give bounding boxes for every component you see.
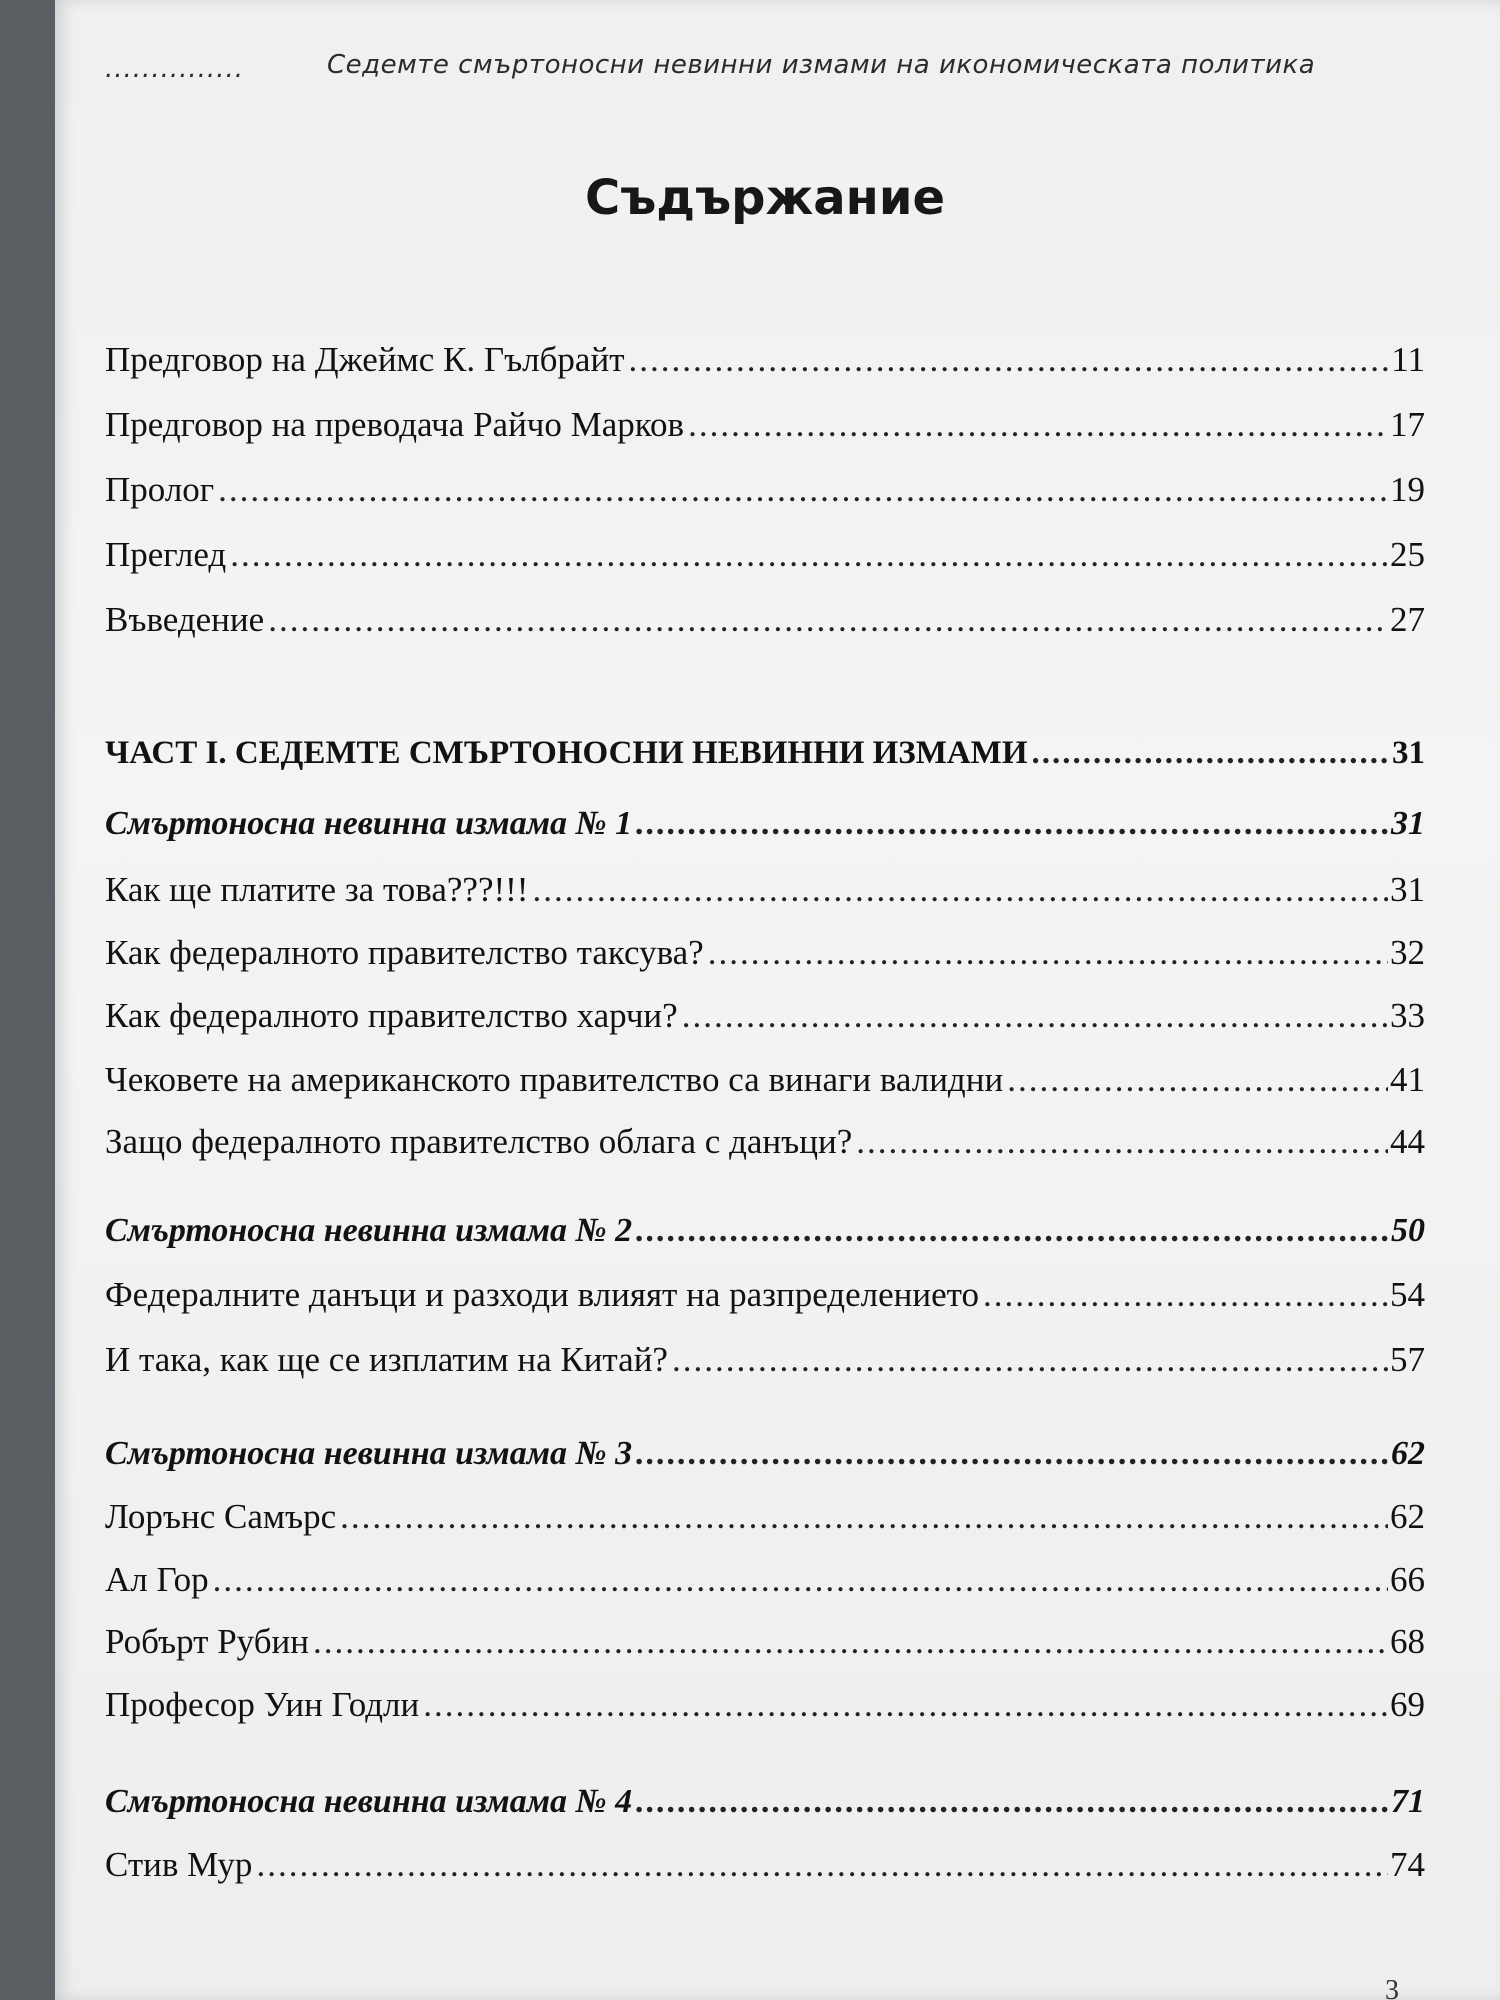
toc-entry-label: Защо федералното правителство облага с данъци? (105, 1122, 853, 1161)
book-page (55, 0, 1500, 2000)
toc-entry (105, 1685, 1425, 1733)
toc-entry (105, 1340, 1425, 1388)
dot-leader (636, 1783, 1389, 1821)
dot-leader (268, 600, 1388, 640)
toc-entry (105, 470, 1425, 518)
toc-section-heading (105, 1435, 1425, 1483)
dot-leader (636, 805, 1389, 843)
toc-section-heading (105, 805, 1425, 853)
toc-entry-page: 44 (1390, 1122, 1425, 1161)
toc-entry-label: Професор Уин Годли (105, 1685, 420, 1724)
dot-leader (1032, 735, 1390, 772)
dot-leader (856, 1122, 1388, 1162)
toc-entry-page: 11 (1391, 340, 1425, 379)
dot-leader (688, 405, 1388, 445)
dot-leader (256, 1845, 1388, 1885)
dot-leader (218, 470, 1388, 510)
toc-entry-label: Стив Мур (105, 1845, 253, 1884)
page-number: 3 (1385, 1975, 1399, 2000)
dot-leader (983, 1275, 1388, 1315)
toc-entry (105, 996, 1425, 1044)
toc-entry-label: Робърт Рубин (105, 1622, 309, 1661)
dot-leader (672, 1340, 1388, 1380)
toc-entry-label: Как федералното правителство харчи? (105, 996, 678, 1035)
toc-entry (105, 340, 1425, 388)
toc-entry-label: Пролог (105, 470, 215, 509)
toc-section-heading (105, 1212, 1425, 1260)
toc-entry-page: 50 (1391, 1212, 1425, 1249)
toc-entry-page: 27 (1390, 600, 1425, 639)
toc-entry (105, 1122, 1425, 1170)
toc-entry (105, 933, 1425, 981)
running-head-title: Седемте смъртоносни невинни измами на икономическата политика (327, 50, 1316, 80)
toc-entry-label: Смъртоносна невинна измама № 1 (105, 805, 633, 842)
toc-entry-label: ЧАСТ I. СЕДЕМТЕ СМЪРТОНОСНИ НЕВИННИ ИЗМАМИ (105, 735, 1028, 771)
toc-entry-page: 41 (1390, 1060, 1425, 1099)
dot-leader (629, 340, 1390, 380)
dot-leader (708, 933, 1388, 973)
dot-leader (230, 535, 1388, 575)
toc-part-heading (105, 735, 1425, 783)
toc-entry-page: 62 (1391, 1435, 1425, 1472)
toc-entry (105, 1060, 1425, 1108)
toc-entry (105, 1497, 1425, 1545)
toc-title: Съдържание (585, 170, 945, 226)
toc-entry-label: Как ще платите за това???!!! (105, 870, 529, 909)
toc-entry-label: Предговор на Джеймс К. Гълбрайт (105, 340, 625, 379)
toc-entry-page: 66 (1390, 1560, 1425, 1599)
toc-entry (105, 535, 1425, 583)
toc-entry-label: Федералните данъци и разходи влияят на разпределението (105, 1275, 979, 1314)
toc-entry-page: 57 (1390, 1340, 1425, 1379)
toc-entry-page: 32 (1390, 933, 1425, 972)
toc-entry-page: 31 (1390, 870, 1425, 909)
toc-entry-page: 74 (1390, 1845, 1425, 1884)
toc-entry-label: И така, как ще се изплатим на Китай? (105, 1340, 668, 1379)
toc-entry-label: Предговор на преводача Райчо Марков (105, 405, 685, 444)
toc-entry-page: 68 (1390, 1622, 1425, 1661)
toc-entry-page: 31 (1391, 805, 1425, 842)
running-head-dots: ............... (105, 54, 244, 84)
toc-entry-label: Смъртоносна невинна измама № 3 (105, 1435, 633, 1472)
dot-leader (636, 1212, 1389, 1250)
toc-entry-page: 19 (1390, 470, 1425, 509)
dot-leader (313, 1622, 1388, 1662)
toc-entry-page: 54 (1390, 1275, 1425, 1314)
toc-entry-label: Как федералното правителство таксува? (105, 933, 704, 972)
toc-entry-label: Лорънс Самърс (105, 1497, 337, 1536)
toc-entry-label: Смъртоносна невинна измама № 4 (105, 1783, 633, 1820)
dot-leader (213, 1560, 1388, 1600)
toc-entry-page: 69 (1390, 1685, 1425, 1724)
toc-entry-label: Въведение (105, 600, 265, 639)
dot-leader (423, 1685, 1388, 1725)
toc-entry-label: Ал Гор (105, 1560, 209, 1599)
running-head (95, 50, 1435, 110)
toc-entry-page: 71 (1391, 1783, 1425, 1820)
toc-entry (105, 1845, 1425, 1893)
toc-entry-page: 62 (1390, 1497, 1425, 1536)
toc-entry-page: 33 (1390, 996, 1425, 1035)
toc-entry-label: Смъртоносна невинна измама № 2 (105, 1212, 633, 1249)
toc-entry-page: 31 (1392, 735, 1425, 771)
toc-entry (105, 1275, 1425, 1323)
toc-entry-page: 25 (1390, 535, 1425, 574)
dot-leader (682, 996, 1388, 1036)
toc-entry (105, 405, 1425, 453)
toc-entry-label: Преглед (105, 535, 227, 574)
toc-entry (105, 600, 1425, 648)
toc-entry-label: Чековете на американското правителство са винаги валидни (105, 1060, 1004, 1099)
toc-section-heading (105, 1783, 1425, 1831)
dot-leader (532, 870, 1388, 910)
toc-entry (105, 870, 1425, 918)
dot-leader (1007, 1060, 1388, 1100)
dot-leader (340, 1497, 1388, 1537)
dot-leader (636, 1435, 1389, 1473)
toc-entry (105, 1560, 1425, 1608)
toc-entry (105, 1622, 1425, 1670)
toc-entry-page: 17 (1390, 405, 1425, 444)
